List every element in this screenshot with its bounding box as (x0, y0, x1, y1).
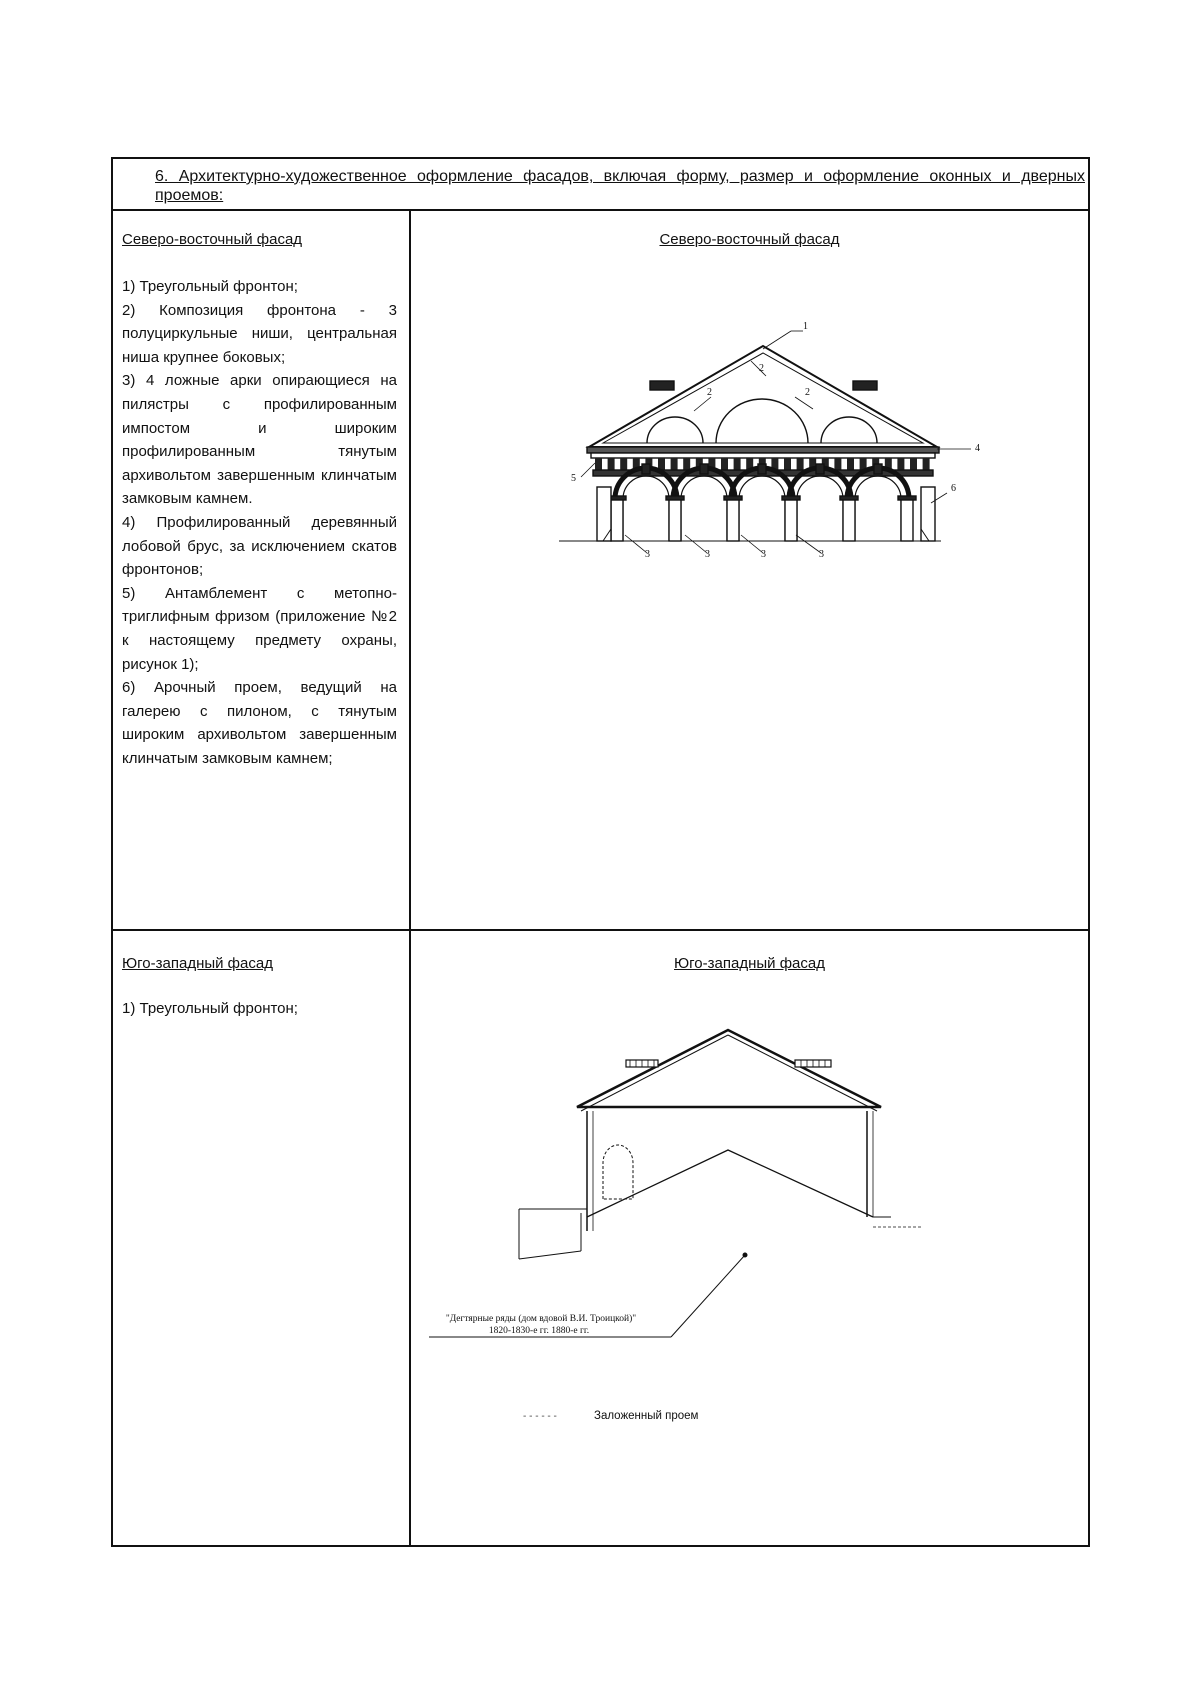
ne-description-cell (113, 211, 411, 929)
frieze-block (620, 458, 627, 470)
ne-feature-item: 4) Профилированный деревянный лобовой брус, за исключением скатов фронтонов; (122, 513, 397, 579)
sw-drawing-cell (411, 931, 1088, 1545)
ne-section-title: Северо-восточный фасад (122, 231, 303, 248)
callout-2-right: 2 (805, 387, 810, 398)
ne-facade-figure (559, 346, 941, 541)
callout-2-left: 2 (707, 387, 712, 398)
callout-2-center: 2 (759, 363, 764, 374)
impost (898, 496, 916, 500)
arch-opening (797, 476, 843, 541)
table-header (113, 159, 1088, 211)
frieze-block (897, 458, 904, 470)
arch-opening (623, 476, 669, 541)
sw-feature-item: 1) Треугольный фронтон; (122, 1000, 298, 1017)
callout-5: 5 (571, 473, 576, 484)
frieze-block (671, 458, 678, 470)
section-heading: 6. Архитектурно-художественное оформление фасадов, включая форму, размер и оформление оконных и дверных проемов: (155, 168, 1085, 204)
frieze-block (847, 458, 854, 470)
pilaster (727, 499, 739, 541)
sw-description-cell (113, 931, 411, 1545)
ne-feature-item: 6) Арочный проем, ведущий на галерею с пилоном, с тянутым широким архивольтом завершенным клинчатым замковым камнем; (122, 679, 397, 767)
ne-feature-item: 2) Композиция фронтона - 3 полуциркульные ниши, центральная ниша крупнее боковых; (122, 301, 397, 366)
frieze-block (923, 458, 930, 470)
sw-legend-label: Заложенный проем (594, 1410, 699, 1422)
callout-3-a: 3 (645, 549, 650, 560)
ne-facade-drawing (411, 211, 1088, 929)
frieze-block (734, 458, 741, 470)
pilaster (669, 499, 681, 541)
ne-feature-item: 1) Треугольный фронтон; (122, 278, 298, 295)
ne-drawing-title: Северо-восточный фасад (659, 231, 840, 248)
keystone (758, 464, 766, 474)
sw-drawing-title: Юго-западный фасад (674, 955, 825, 972)
pilaster (901, 499, 913, 541)
frieze-block (608, 458, 615, 470)
arch-opening (855, 476, 901, 541)
keystone (700, 464, 708, 474)
frieze-block (797, 458, 804, 470)
sw-caption-line1: "Дегтярные ряды (дом вдовой В.И. Троицкой)" (445, 1314, 637, 1324)
pilaster (611, 499, 623, 541)
callout-3-d: 3 (819, 549, 824, 560)
keystone (874, 464, 882, 474)
frieze-block (910, 458, 917, 470)
pilaster (843, 499, 855, 541)
impost (666, 496, 684, 500)
sw-feature-list (122, 997, 397, 1021)
sw-caption-line2: 1820-1830-е гг. 1880-е гг. (488, 1326, 590, 1336)
keystone (816, 464, 824, 474)
callout-1: 1 (803, 321, 808, 332)
frieze-block (784, 458, 791, 470)
frieze-block (595, 458, 602, 470)
callout-3-c: 3 (761, 549, 766, 560)
frieze-block (834, 458, 841, 470)
impost (724, 496, 742, 500)
impost (782, 496, 800, 500)
sw-facade-figure (429, 1030, 921, 1337)
arch-opening (739, 476, 785, 541)
sw-facade-drawing (411, 931, 1088, 1543)
frieze-block (683, 458, 690, 470)
impost (840, 496, 858, 500)
row-south-west-facade (113, 931, 1088, 1545)
callout-3-b: 3 (705, 549, 710, 560)
ne-feature-item: 5) Антамблемент с метопно-триглифным фризом (приложение №2 к настоящему предмету охраны, рисунок 1); (122, 584, 397, 673)
arch-opening (681, 476, 727, 541)
callout-4: 4 (975, 443, 980, 454)
sw-legend-dashes: - - - - - - (523, 1411, 557, 1422)
ne-drawing-cell (411, 211, 1088, 929)
frieze-block (721, 458, 728, 470)
callout-6: 6 (951, 483, 956, 494)
ne-feature-item: 3) 4 ложные арки опирающиеся на пилястры с профилированным импостом и широким профилированным тянутым архивольтом завершенным клинчатым замковым камнем. (122, 372, 397, 508)
sw-section-title: Юго-западный фасад (122, 955, 273, 972)
ne-feature-list (122, 275, 397, 770)
facade-table (111, 157, 1090, 1547)
row-north-east-facade (113, 211, 1088, 931)
keystone (642, 464, 650, 474)
pilaster (785, 499, 797, 541)
